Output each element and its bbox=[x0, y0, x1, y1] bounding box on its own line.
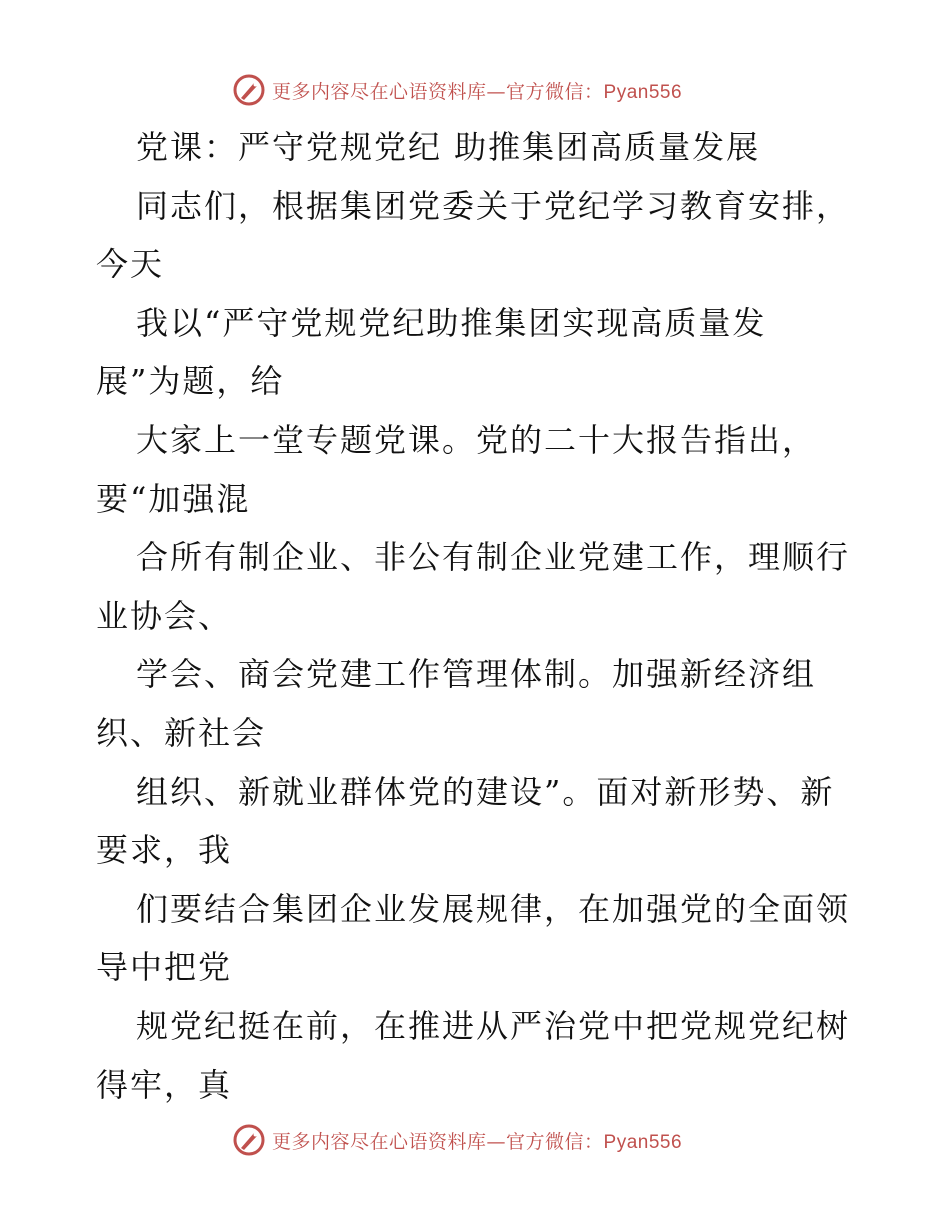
document-line: 大家上一堂专题党课。党的二十大报告指出， bbox=[136, 420, 817, 459]
document-line: 业协会、 bbox=[96, 596, 233, 635]
footer-banner-contact: 官方微信：Pyan556 bbox=[506, 1131, 683, 1153]
document-line: 要求，我 bbox=[96, 831, 233, 870]
document-line: 同志们，根据集团党委关于党纪学习教育安排， bbox=[136, 186, 851, 225]
document-line: 们要结合集团企业发展规律，在加强党的全面领 bbox=[136, 889, 851, 928]
pen-nib-logo-icon bbox=[232, 1123, 266, 1157]
document-line: 学会、商会党建工作管理体制。加强新经济组 bbox=[136, 655, 817, 694]
header-banner-text bbox=[272, 77, 682, 104]
footer-banner-title: 更多内容尽在心语资料库 bbox=[272, 1130, 487, 1153]
document-line: 合所有制企业、非公有制企业党建工作，理顺行 bbox=[136, 538, 851, 577]
document-line: 今天 bbox=[96, 245, 165, 284]
document-body bbox=[96, 118, 856, 1114]
header-banner-title: 更多内容尽在心语资料库 bbox=[272, 80, 487, 103]
header-watermark-banner bbox=[232, 70, 712, 110]
header-banner-separator: — bbox=[486, 80, 507, 103]
header-banner-contact: 官方微信：Pyan556 bbox=[506, 81, 683, 103]
document-line: 导中把党 bbox=[96, 948, 233, 987]
footer-watermark-banner bbox=[232, 1120, 712, 1160]
document-line: 组织、新就业群体党的建设”。面对新形势、新 bbox=[136, 772, 835, 811]
document-title: 党课：严守党规党纪 助推集团高质量发展 bbox=[136, 128, 761, 166]
document-line: 得牢，真 bbox=[96, 1065, 233, 1104]
pen-nib-logo-icon bbox=[232, 73, 266, 107]
document-line: 织、新社会 bbox=[96, 713, 267, 752]
footer-banner-text bbox=[272, 1127, 682, 1154]
document-line: 我以“严守党规党纪助推集团实现高质量发 bbox=[136, 303, 767, 342]
document-line: 要“加强混 bbox=[96, 479, 251, 518]
document-line: 展”为题，给 bbox=[96, 362, 285, 401]
footer-banner-separator: — bbox=[486, 1130, 507, 1153]
document-line: 规党纪挺在前，在推进从严治党中把党规党纪树 bbox=[136, 1006, 851, 1045]
